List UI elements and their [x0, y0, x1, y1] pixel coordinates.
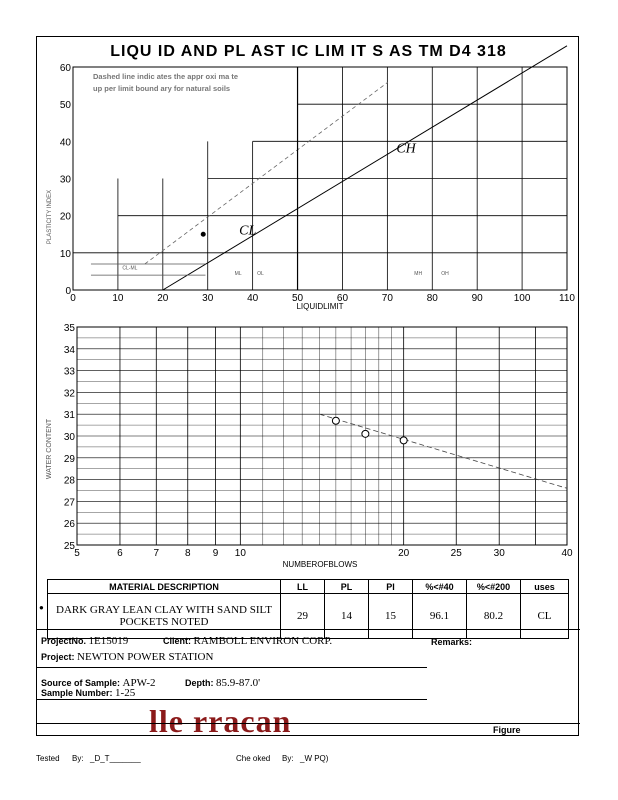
remarks [431, 637, 472, 647]
flow-point [332, 417, 339, 424]
cell-pct200: 80.2 [467, 594, 521, 639]
plasticity-x-tick: 70 [381, 293, 393, 304]
flow-y-tick: 30 [63, 432, 75, 443]
sample-value: 1-25 [115, 687, 136, 699]
plasticity-note-line-2: up per limit bound ary for natural soils [93, 84, 231, 93]
header-pct200: %<#200 [467, 580, 521, 594]
flow-y-tick: 28 [63, 475, 75, 487]
header-description: MATERIAL DESCRIPTION [48, 580, 281, 594]
flow-x-tick: 8 [184, 548, 191, 559]
flow-line [320, 414, 567, 488]
checked-by-label: By: [282, 754, 294, 763]
info-divider-3 [37, 699, 427, 700]
header-pi: PI [369, 580, 413, 594]
figure-label [493, 725, 521, 735]
report-title: LIQU ID AND PL AST IC LIM IT S AS TM D4 318 [110, 43, 507, 60]
plasticity-note-line-1: Dashed line indic ates the appr oxi ma te [93, 72, 239, 81]
figure-label-text: Figure [493, 725, 521, 735]
sample-label: Sample Number: [41, 688, 113, 698]
flow-x-tick: 6 [117, 548, 123, 559]
flow-x-tick: 20 [398, 548, 410, 559]
plasticity-y-tick: 50 [59, 100, 71, 112]
flow-x-tick: 40 [561, 548, 573, 559]
description-line-2: POCKETS NOTED [119, 616, 209, 628]
material-table-header [48, 580, 569, 594]
depth [185, 677, 260, 689]
flow-point [362, 430, 369, 437]
plasticity-x-tick: 50 [291, 293, 304, 304]
zone-label-cl: CL [239, 223, 257, 239]
checked-by-value: _W PQ) [300, 754, 329, 763]
tested-by-value: _D_T_______ [90, 754, 141, 763]
info-divider-4 [37, 723, 580, 724]
client-value: RAMBOLL ENVIRON CORP. [193, 635, 333, 647]
remarks-label: Remarks: [431, 637, 473, 647]
cell-pl: 14 [325, 594, 369, 639]
company-logo-text: lle rracan [149, 703, 292, 739]
depth-label: Depth: [185, 678, 214, 688]
zone-label-mh: MH [414, 271, 423, 278]
flow-x-tick: 30 [493, 548, 505, 559]
cell-ll: 29 [281, 594, 325, 639]
zone-label-ol: OL [257, 271, 264, 278]
info-divider [37, 629, 580, 630]
flow-x-tick: 7 [153, 548, 160, 559]
flow-y-tick: 31 [63, 410, 75, 422]
plasticity-y-label: PLASTICITY INDEX [47, 189, 53, 245]
zone-label-cl-ml: CL-ML [122, 265, 138, 272]
flow-x-tick: 9 [212, 548, 219, 559]
project-number-value: 1E15019 [88, 635, 129, 647]
header-ll: LL [281, 580, 325, 594]
cell-uscs: CL [521, 594, 569, 639]
project-number [41, 635, 128, 647]
flow-x-label: NUMBEROFBLOWS [282, 560, 358, 569]
source-value: APW-2 [122, 677, 156, 689]
sample-number [41, 687, 135, 699]
project-value: NEWTON POWER STATION [77, 651, 214, 663]
project-label: Project: [41, 652, 75, 662]
material-table-row [48, 594, 569, 639]
tested-label: Tested [36, 754, 60, 763]
header-pl: PL [325, 580, 369, 594]
report-sheet [36, 36, 579, 739]
flow-y-tick: 32 [63, 388, 75, 400]
plasticity-x-tick: 60 [336, 293, 349, 304]
flow-y-tick: 26 [63, 519, 75, 531]
plasticity-y-tick: 60 [59, 63, 71, 74]
flow-y-tick: 34 [63, 344, 75, 356]
tested-by-label: By: [72, 754, 84, 763]
flow-y-tick: 33 [63, 366, 75, 378]
zone-label-ml: ML [234, 271, 242, 278]
flow-x-tick: 10 [234, 548, 246, 559]
plasticity-x-tick: 90 [471, 293, 483, 304]
plasticity-x-tick: 110 [559, 293, 575, 304]
flow-y-tick: 27 [63, 497, 75, 509]
plasticity-y-tick: 0 [65, 286, 71, 297]
plasticity-x-tick: 40 [247, 293, 259, 304]
plasticity-y-tick: 20 [59, 211, 71, 223]
plasticity-x-tick: 80 [426, 293, 438, 304]
material-table [47, 579, 569, 639]
zone-label-ch: CH [396, 141, 416, 157]
cell-pi: 15 [369, 594, 413, 639]
source-label: Source of Sample: [41, 678, 121, 688]
plasticity-x-tick: 30 [202, 293, 214, 304]
flow-y-label: WATER CONTENT [46, 418, 53, 480]
sample-bullet: ● [39, 603, 44, 612]
plasticity-y-tick: 30 [59, 174, 71, 186]
plasticity-x-tick: 20 [157, 293, 169, 304]
project [41, 651, 213, 663]
flow-x-tick: 25 [450, 548, 462, 559]
project-number-label: ProjectNo. [41, 636, 87, 646]
flow-x-tick: 5 [74, 548, 80, 559]
client-label: Client: [163, 636, 191, 646]
plasticity-y-tick: 40 [59, 137, 71, 149]
plasticity-x-tick: 100 [513, 293, 531, 304]
zone-label-oh: OH [441, 271, 449, 278]
plasticity-y-tick: 10 [59, 248, 71, 260]
flow-y-tick: 29 [63, 453, 75, 465]
checked-label: Che oked [236, 754, 271, 763]
description-line-1: DARK GRAY LEAN CLAY WITH SAND SILT [56, 604, 272, 616]
cell-description [48, 594, 281, 639]
info-divider-2 [37, 667, 427, 668]
client [163, 635, 332, 647]
header-uscs: uses [521, 580, 569, 594]
plasticity-x-tick: 10 [112, 293, 124, 304]
depth-value: 85.9-87.0' [216, 677, 261, 689]
flow-grid [77, 327, 567, 545]
flow-point [400, 437, 407, 444]
flow-tick-labels [64, 323, 573, 559]
plasticity-x-tick: 0 [70, 293, 76, 304]
cell-pct40: 96.1 [413, 594, 467, 639]
flow-y-tick: 35 [63, 323, 75, 334]
header-pct40: %<#40 [413, 580, 467, 594]
flow-y-tick: 25 [63, 541, 75, 552]
plasticity-x-label: LIQUIDLIMIT [296, 302, 344, 311]
flow-points [320, 414, 567, 488]
